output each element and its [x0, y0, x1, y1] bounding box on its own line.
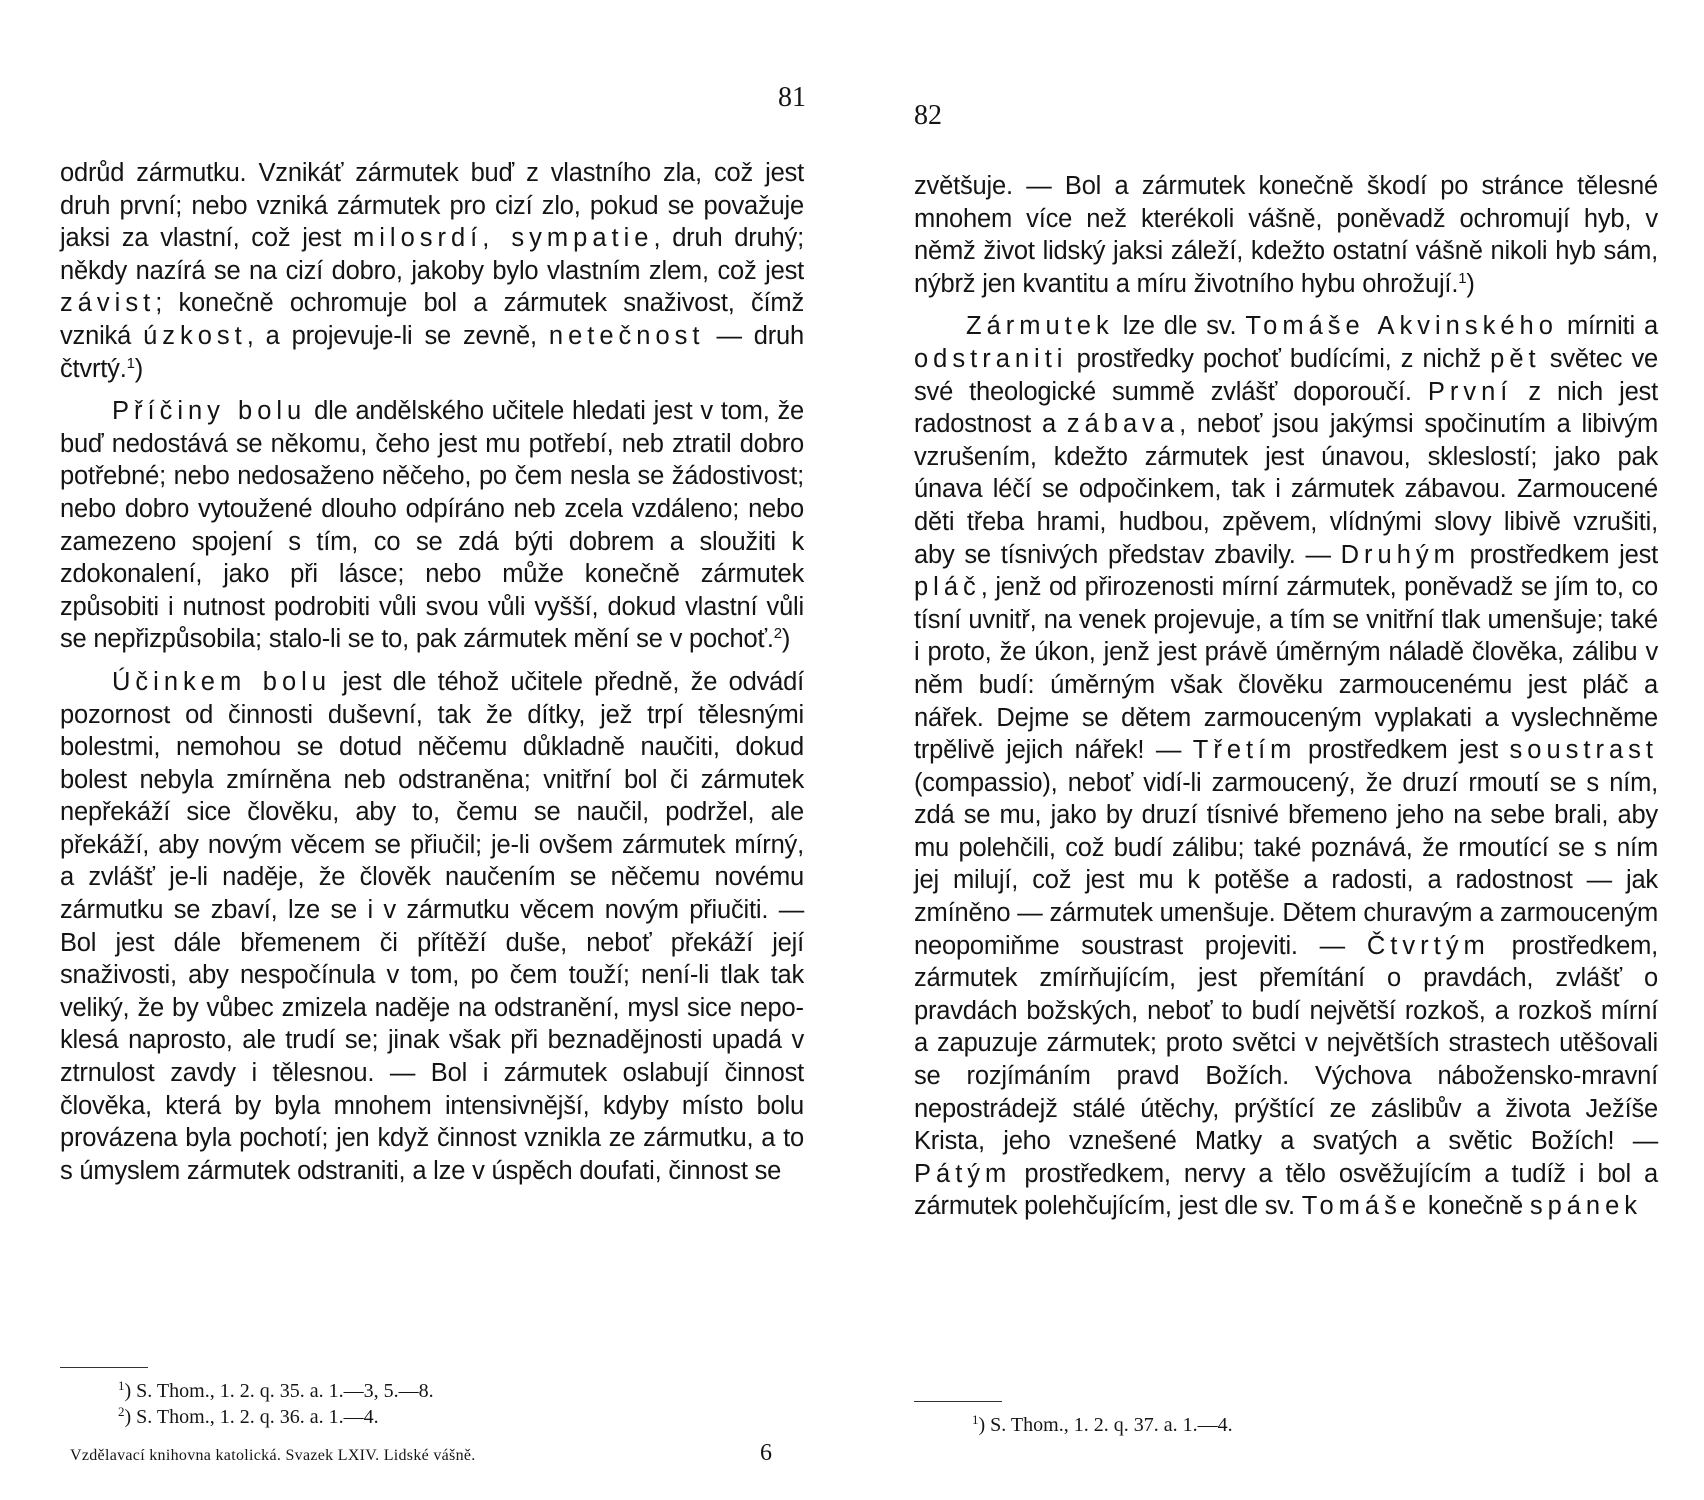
text-run: , neboť jsou jakýmsi spočinutím a libivým vzrušením, kdežto zármutek jest únavou, skleslostí; jako pak únava léčí se odpočinkem, tak i zármutek zábavou. Zarmoucené děti třeba hrami, hudbou, zpěvem, vlídnými slovy libivě vzrušiti, aby se tísnivých představ zbavily. — — [914, 410, 1658, 569]
text-run: odrůd zármutku. Vznikáť zármutek buď z vlastního zla, což jest druh první; nebo vzniká zármutek pro cizí zlo, pokud se považuje jaksi za vlastní, což jest — [60, 159, 804, 253]
paragraph — [914, 310, 1658, 1223]
body-text — [60, 157, 804, 1187]
spaced-emphasis: pláč — [914, 573, 981, 602]
spaced-emphasis: závist — [60, 289, 156, 318]
footnote-reference: 2 — [773, 625, 782, 643]
footnote-divider — [60, 1367, 148, 1368]
paragraph — [60, 395, 804, 656]
footnote-reference: 1 — [126, 354, 135, 372]
footnote — [118, 1404, 434, 1430]
text-run: ) — [134, 354, 144, 383]
text-run: (compassio), neboť vidí-li zarmoucený, že druzí rmoutí se s ním, zdá se mu, jako by druzí tísnivé břemeno jeho na sebe brali, aby mu polehčili, což budí zálibu; také poznává, že rmoutící se s ním jej milují, což jest mu k potěše a radosti, a radostnost — jak zmíněno — zármutek umenšuje. Dětem churavým a zarmouceným neopomiňme soustrast projeviti. — — [914, 768, 1658, 960]
spaced-emphasis: Tomáše — [1301, 1192, 1422, 1221]
spaced-emphasis: Tomáše Akvinského — [1245, 312, 1558, 341]
paragraph — [60, 157, 804, 385]
footnote-mark: 1 — [118, 1378, 125, 1393]
spaced-emphasis: soustrast — [1509, 736, 1658, 765]
paragraph — [60, 666, 804, 1188]
page-number: 82 — [914, 100, 942, 131]
spaced-emphasis: odstraniti — [914, 344, 1068, 373]
spaced-emphasis: Zármutek — [966, 312, 1114, 341]
text-run: ; konečně ochromuje bol a zármutek snaživost, čímž vzniká — [60, 289, 804, 350]
text-run: — druh čtvrtý. — [60, 321, 804, 383]
spaced-emphasis: netečnost — [548, 321, 705, 350]
spaced-emphasis: Účinkem bolu — [112, 667, 332, 696]
text-run: prostředkem, zármutek zmírňujícím, jest přemítání o pravdách, zvlášť o pravdách božských, neboť to budí největší rozkoš, a rozkoš mírní a zapuzuje zármutek; proto světci v největších strastech utěšovali se rozjímáním pravd Božích. Výchova nábožensko-mravní nepostrádejž stálé útěchy, prýštící ze záslibův a života Ježíše Krista, jeho vznešené Matky a svatých a světic Božích! — — [914, 931, 1658, 1156]
text-run: prostředkem, nervy a tělo osvěžujícím a tudíž i bol a zármutek polehčujícím, jest dle sv. — [914, 1159, 1658, 1221]
footnote-divider — [914, 1401, 1002, 1402]
page-number: 81 — [778, 82, 806, 113]
spaced-emphasis: úzkost — [143, 321, 247, 350]
footnote — [118, 1378, 434, 1404]
text-run: dle andělského učitele hledati jest v tom, že buď nedostává se někomu, čeho jest mu potřebí, neb ztratil dobro potřebné; nebo nedosaženo něčeho, po čem nesla se žádostivost; nebo dobro vytoužené dlouho odpíráno neb zcela vzdáleno; nebo zamezeno spojení s tím, co se zdá býti dobrem a sloužiti k zdokonalení, jako při lásce; nebo může konečně zármutek způsobiti i nutnost podrobiti vůli svou vůli vyšší, dokud vlastní vůli se nepřizpůsobila; stalo-li se to, pak zármutek mění se v pochoť. — [60, 397, 804, 654]
footnote-text: ) S. Thom., 1. 2. q. 37. a. 1.—4. — [978, 1414, 1233, 1436]
text-run: konečně — [1421, 1192, 1530, 1221]
footnote-mark: 1 — [972, 1412, 979, 1427]
text-run: zvětšuje. — Bol a zármutek konečně škodí po stránce tělesné mnohem více než kterékoli vášně, poněvadž ochromují hyb, v němž život lidský jaksi záleží, kdežto ostatní vášně nikoli hyb sám, nýbrž jen kvantitu a míru životního hybu ohrožují. — [914, 172, 1658, 298]
imprint-line: Vzdělavací knihovna katolická. Svazek LXIV. Lidské vášně. — [70, 1447, 476, 1464]
text-run: jest dle téhož učitele předně, že odvádí pozornost od činnosti duševní, tak že dítky, jež trpí tělesnými bolestmi, nemohou se dotud něčemu důkladně naučiti, dokud bolest nebyla zmírněna neb odstraněna; vnitřní bol či zármutek nepřekáží sice člověku, aby to, čemu se naučil, podržel, ale překáží, aby novým věcem se přiučil; je-li ovšem zármutek mírný, a zvlášť je-li naděje, že člověk naučením se něčemu novému zármutku se zbaví, lze se i v zármutku věcem novým přiučiti. — Bol jest dále břemenem či přítěží duše, neboť překáží její snaživosti, aby nespočínula v tom, po čem touží; není-li tlak tak veliký, že by vůbec zmizela naděje na odstranění, mysl sice nepoklesá naprosto, ale trudí se; jinak však při beznadějnosti upadá v ztrnulost zavdy i tělesnou. — Bol i zármutek oslabují činnost člověka, která by byla mnohem intensivnější, kdyby místo bolu provázena byla pochotí; jen když činnost vznikla ze zármutku, a to s úmyslem zármutek odstraniti, a lze v úspěch doufati, činnost se — [60, 667, 804, 1185]
footnote — [972, 1412, 1233, 1438]
text-run: mírniti a — [1557, 312, 1658, 341]
footnote-text: ) S. Thom., 1. 2. q. 35. a. 1.—3, 5.—8. — [124, 1380, 434, 1402]
spaced-emphasis: Pátým — [914, 1159, 1012, 1188]
spaced-emphasis: zábava — [1066, 410, 1180, 439]
text-run: , jenž od přirozenosti mírní zármutek, poněvadž se jím to, co tísní uvnitř, na venek projevuje, a tím se vnitřní tlak umenšuje; také i proto, že úkon, jenž jest právě úměrným náladě člověka, zálibu v něm budí: úměrným však člověku zarmoucenému jest pláč a nářek. Dejme se dětem zarmouceným vyplakati a vyslechněme trpělivě jejich nářek! — — [914, 573, 1658, 765]
footnote-text: ) S. Thom., 1. 2. q. 36. a. 1.—4. — [124, 1406, 379, 1428]
paragraph — [914, 170, 1658, 300]
spaced-emphasis: pět — [1490, 344, 1541, 373]
signature-mark: 6 — [760, 1440, 772, 1466]
text-run: , a projevuje-li se zevně, — [246, 321, 549, 350]
text-run: lze dle sv. — [1113, 312, 1246, 341]
text-run: , druh druhý; někdy nazírá se na cizí dobro, jakoby bylo vlastním zlem, což jest — [60, 224, 804, 285]
spaced-emphasis: Druhým — [1340, 540, 1460, 569]
footnotes — [972, 1412, 1233, 1438]
spaced-emphasis: Příčiny bolu — [112, 397, 307, 426]
footnote-reference: 1 — [1458, 269, 1467, 287]
footnote-mark: 2 — [118, 1404, 125, 1419]
spaced-emphasis: První — [1427, 377, 1513, 406]
spaced-emphasis: milosrdí, sympatie — [353, 224, 654, 253]
text-run: prostředky pochoť budícími, z nichž — [1067, 344, 1491, 373]
text-run: světec ve své theologické summě zvlášť doporoučí. — [914, 344, 1658, 406]
footnotes — [118, 1378, 434, 1430]
text-run: ) — [781, 625, 791, 654]
text-run: prostředkem jest — [1459, 540, 1659, 569]
spaced-emphasis: Třetím — [1192, 736, 1297, 765]
text-run: ) — [1466, 269, 1475, 298]
body-text — [914, 170, 1658, 1223]
spaced-emphasis: spánek — [1529, 1192, 1643, 1221]
text-run: z nich jest radostnost a — [914, 377, 1658, 439]
text-run: prostředkem jest — [1296, 736, 1510, 765]
spaced-emphasis: Čtvrtým — [1366, 931, 1490, 960]
